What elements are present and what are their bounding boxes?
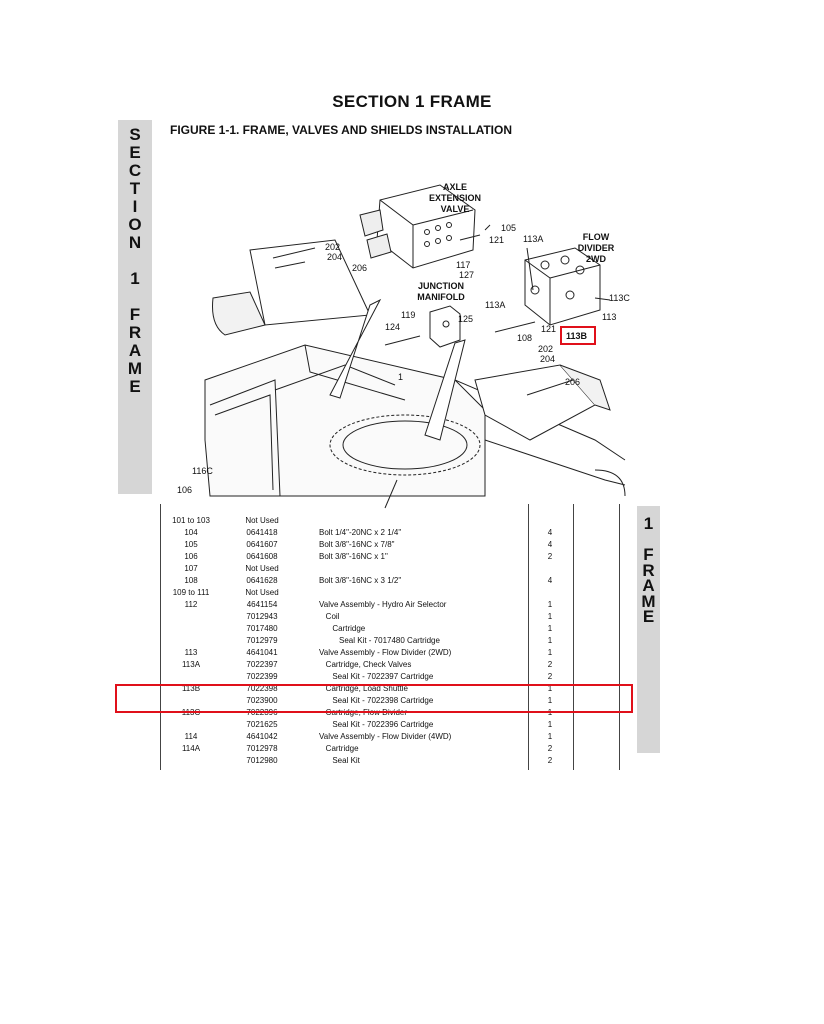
quantity: 4 xyxy=(547,576,553,585)
part-description: Valve Assembly - Flow Divider (4WD) xyxy=(319,732,452,741)
item-number: 114 xyxy=(184,732,198,741)
section-title: SECTION 1 FRAME xyxy=(332,92,492,111)
table-row xyxy=(160,539,620,551)
item-number: 109 to 111 xyxy=(172,588,210,597)
table-row xyxy=(160,527,620,539)
part-description: Cartridge, Flow Divider xyxy=(319,708,408,717)
part-number: 7012943 xyxy=(246,612,278,621)
part-number: 0641628 xyxy=(246,576,278,585)
table-row xyxy=(160,671,620,683)
item-number: 113B xyxy=(181,684,201,693)
side-tab-letter: E xyxy=(642,607,655,626)
side-tab-letter: R xyxy=(642,560,655,580)
table-row xyxy=(160,719,620,731)
side-tab-letter: A xyxy=(128,341,142,360)
label-flow-divider-2: DIVIDER xyxy=(577,243,615,253)
part-description: Seal Kit - 7022396 Cartridge xyxy=(319,720,434,729)
part-description: Cartridge xyxy=(319,624,366,633)
part-description: Bolt 3/8"-16NC x 7/8" xyxy=(319,540,395,549)
part-number: Not Used xyxy=(245,564,279,573)
part-description: Cartridge xyxy=(319,744,359,753)
part-number: 7022399 xyxy=(246,672,278,681)
quantity: 2 xyxy=(547,672,553,681)
label-flow-divider-3: 2WD xyxy=(586,254,606,264)
quantity: 1 xyxy=(547,684,553,693)
section-side-tab xyxy=(118,120,152,494)
part-number: 7022397 xyxy=(246,660,278,669)
section-side-tab-right xyxy=(637,506,660,753)
item-number: 101 to 103 xyxy=(172,516,210,525)
quantity: 1 xyxy=(547,636,553,645)
side-tab-letter: N xyxy=(128,233,142,252)
part-number: Not Used xyxy=(245,588,279,597)
quantity: 1 xyxy=(547,708,553,717)
quantity: 2 xyxy=(547,552,553,561)
parts-list-table xyxy=(160,504,620,770)
part-number: 7022398 xyxy=(246,684,278,693)
quantity: 2 xyxy=(547,744,553,753)
figure-caption: FIGURE 1-1. FRAME, VALVES AND SHIELDS INSTALLATION xyxy=(170,123,513,137)
callout-121-lower: 121 xyxy=(541,324,557,334)
part-number: 4641041 xyxy=(246,648,278,657)
item-number: 106 xyxy=(184,552,198,561)
item-number: 104 xyxy=(184,528,198,537)
callout-127: 127 xyxy=(459,270,475,280)
side-tab-letter: S xyxy=(129,125,141,144)
label-axle-extension-valve-2: EXTENSION xyxy=(428,193,482,203)
callout-113b: 113B xyxy=(566,331,588,341)
side-tab-letter: 1 xyxy=(643,514,654,533)
callout-113a-mid: 113A xyxy=(485,300,506,310)
item-number: 112 xyxy=(184,600,198,609)
table-row xyxy=(160,551,620,563)
part-number: 7021625 xyxy=(246,720,278,729)
quantity: 4 xyxy=(547,540,553,549)
side-tab-letter: A xyxy=(642,576,655,595)
part-description: Seal Kit - 7022398 Cartridge xyxy=(319,696,434,705)
table-row xyxy=(160,587,620,599)
side-tab-letter: M xyxy=(641,591,656,611)
side-tab-letter: T xyxy=(129,179,141,198)
part-number: 7022396 xyxy=(246,708,278,717)
quantity: 4 xyxy=(547,528,553,537)
callout-117: 117 xyxy=(456,260,471,270)
callout-1: 1 xyxy=(398,372,404,382)
exploded-view-figure xyxy=(155,140,630,496)
callout-108: 108 xyxy=(517,333,533,343)
callout-202-lower: 202 xyxy=(538,344,554,354)
quantity: 1 xyxy=(547,624,553,633)
table-row xyxy=(160,659,620,671)
table-row xyxy=(160,563,620,575)
part-description: Valve Assembly - Flow Divider (2WD) xyxy=(319,648,452,657)
part-number: 7023900 xyxy=(246,696,278,705)
table-row xyxy=(160,623,620,635)
side-tab-letter: C xyxy=(128,161,142,180)
table-row xyxy=(160,743,620,755)
quantity: 1 xyxy=(547,612,553,621)
callout-119: 119 xyxy=(401,310,416,320)
part-number: 0641608 xyxy=(246,552,278,561)
item-number: 113C xyxy=(181,708,201,717)
quantity: 1 xyxy=(547,720,553,729)
item-number: 114A xyxy=(181,744,201,753)
callout-204: 204 xyxy=(327,252,343,262)
quantity: 2 xyxy=(547,660,553,669)
callout-113: 113 xyxy=(602,312,617,322)
label-junction-manifold-2: MANIFOLD xyxy=(417,292,465,302)
callout-206-lower: 206 xyxy=(565,377,581,387)
callout-105: 105 xyxy=(501,223,517,233)
callout-113c: 113C xyxy=(609,293,630,303)
side-tab-letter: R xyxy=(128,323,142,342)
quantity: 1 xyxy=(547,600,553,609)
part-number: 4641154 xyxy=(246,600,278,609)
part-number: 0641418 xyxy=(246,528,278,537)
table-row xyxy=(160,647,620,659)
part-description: Seal Kit - 7022397 Cartridge xyxy=(319,672,434,681)
callout-121: 121 xyxy=(489,235,505,245)
side-tab-letter: E xyxy=(129,377,141,396)
callout-106: 106 xyxy=(177,485,193,495)
side-tab-letter: F xyxy=(643,545,654,564)
item-number: 113 xyxy=(184,648,198,657)
part-description: Valve Assembly - Hydro Air Selector xyxy=(319,600,447,609)
quantity: 1 xyxy=(547,696,553,705)
label-axle-extension-valve-3: VALVE xyxy=(440,204,470,214)
side-tab-letter: E xyxy=(129,143,141,162)
part-description: Seal Kit xyxy=(319,756,360,765)
side-tab-letter: F xyxy=(129,305,141,324)
callout-204-lower: 204 xyxy=(540,354,556,364)
part-description: Bolt 3/8"-16NC x 1" xyxy=(319,552,388,561)
side-tab-letter: M xyxy=(127,359,143,378)
item-number: 113A xyxy=(181,660,201,669)
quantity: 1 xyxy=(547,732,553,741)
highlighted-row-113b xyxy=(115,684,633,713)
quantity: 1 xyxy=(547,648,553,657)
label-junction-manifold-1: JUNCTION xyxy=(417,281,465,291)
table-row xyxy=(160,515,620,527)
callout-116c: 116C xyxy=(192,466,213,476)
item-number: 105 xyxy=(184,540,198,549)
side-tab-letter: O xyxy=(128,215,142,234)
callout-113a: 113A xyxy=(523,234,544,244)
callout-124: 124 xyxy=(385,322,401,332)
part-number: 7012980 xyxy=(246,756,278,765)
label-flow-divider-1: FLOW xyxy=(582,232,610,242)
part-number: Not Used xyxy=(245,516,279,525)
callout-202: 202 xyxy=(325,242,341,252)
item-number: 108 xyxy=(184,576,198,585)
side-tab-letter: 1 xyxy=(130,269,140,288)
table-row xyxy=(160,635,620,647)
part-description: Bolt 1/4"-20NC x 2 1/4" xyxy=(319,528,402,537)
quantity: 2 xyxy=(547,756,553,765)
table-row xyxy=(160,731,620,743)
part-description: Bolt 3/8"-16NC x 3 1/2" xyxy=(319,576,402,585)
part-description: Coil xyxy=(319,612,340,621)
callout-125: 125 xyxy=(458,314,474,324)
item-number: 107 xyxy=(184,564,198,573)
part-number: 0641607 xyxy=(246,540,278,549)
table-row xyxy=(160,575,620,587)
table-row xyxy=(160,599,620,611)
table-row xyxy=(160,611,620,623)
part-description: Cartridge, Load Shuttle xyxy=(319,684,408,693)
part-number: 7012978 xyxy=(246,744,278,753)
part-number: 7017480 xyxy=(246,624,278,633)
part-description: Cartridge, Check Valves xyxy=(319,660,412,669)
side-tab-letter: I xyxy=(132,197,138,216)
part-description: Seal Kit - 7017480 Cartridge xyxy=(319,636,440,645)
label-axle-extension-valve-1: AXLE xyxy=(442,182,468,192)
part-number: 7012979 xyxy=(246,636,278,645)
table-row xyxy=(160,755,620,767)
callout-206: 206 xyxy=(352,263,368,273)
part-number: 4641042 xyxy=(246,732,278,741)
